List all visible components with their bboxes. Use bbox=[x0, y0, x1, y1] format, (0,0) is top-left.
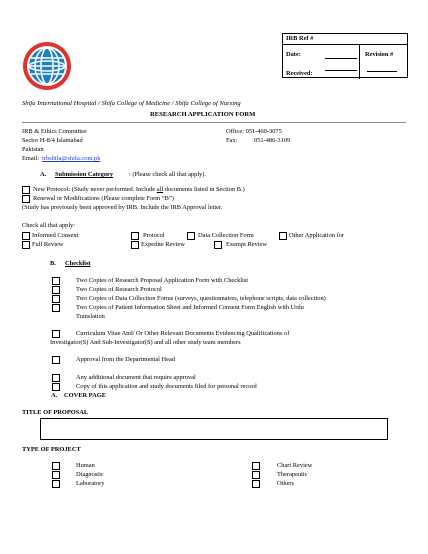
data-collection-checkbox[interactable] bbox=[187, 232, 195, 240]
checklist-item-2: Two Copies of Research Protocol bbox=[76, 286, 162, 293]
project-others-label: Others bbox=[277, 480, 295, 487]
other-application-label: Other Application for bbox=[289, 232, 345, 239]
section-b-label: B. bbox=[50, 260, 56, 267]
cover-page-title: COVER PAGE bbox=[64, 392, 106, 399]
new-protocol-checkbox[interactable] bbox=[22, 186, 30, 194]
project-chart-review-checkbox[interactable] bbox=[252, 462, 260, 470]
checklist-item-1: Two Copies of Research Proposal Application Form with Checklist bbox=[76, 277, 249, 284]
renewal-checkbox[interactable] bbox=[22, 195, 30, 203]
checklist-item-4-checkbox[interactable] bbox=[52, 304, 60, 312]
checklist-item-7-checkbox[interactable] bbox=[52, 374, 60, 382]
checklist-item-6-checkbox[interactable] bbox=[52, 356, 60, 364]
email-link[interactable]: irbshifa@shifa.com.pk bbox=[42, 155, 101, 162]
renewal-note: (Study has previously been approved by IRB. Include the IRB Approval letter. bbox=[22, 204, 223, 211]
project-human-label: Human bbox=[76, 462, 95, 469]
full-review-checkbox[interactable] bbox=[22, 241, 30, 249]
office-phone: Office: 051-460-3075 bbox=[226, 128, 282, 135]
project-diagnostic-checkbox[interactable] bbox=[52, 471, 60, 479]
project-therapeutic-checkbox[interactable] bbox=[252, 471, 260, 479]
protocol-checkbox[interactable] bbox=[131, 232, 139, 240]
checklist-item-5: Curriculum Vitae And/ Or Other Relevant Documents Evidencing Qualifications of bbox=[76, 330, 290, 337]
checklist-item-4: Two Copies of Patient Information Sheet and Informed Consent Form English with Urdu bbox=[76, 304, 304, 311]
renewal-label: Renewal or Modifications (Please complete Form “B”) bbox=[33, 195, 174, 202]
revision-field[interactable] bbox=[367, 71, 397, 72]
fax-label: Fax: bbox=[226, 137, 238, 144]
exempt-review-checkbox[interactable] bbox=[214, 241, 222, 249]
irb-reference-box bbox=[282, 33, 408, 78]
title-of-proposal-field[interactable] bbox=[40, 418, 388, 440]
checklist-item-7: Any additional document that require approval bbox=[76, 374, 196, 381]
checklist-item-5-checkbox[interactable] bbox=[52, 330, 60, 338]
project-human-checkbox[interactable] bbox=[52, 462, 60, 470]
informed-consent-label: Informed Consent bbox=[32, 232, 79, 239]
cover-page-label: A. bbox=[51, 392, 58, 399]
checklist-item-8: Copy of this application and study documents filed for personal record bbox=[76, 383, 257, 390]
received-label: Received: bbox=[286, 70, 313, 77]
checklist-item-3-checkbox[interactable] bbox=[52, 295, 60, 303]
full-review-label: Full Review bbox=[32, 241, 64, 248]
shifa-logo bbox=[22, 41, 72, 91]
checklist-item-3: Two Copies of Data Collection Forms (surveys, questionnaires, telephone scripts, data collection) bbox=[76, 295, 326, 302]
checklist-item-5-continued: Investigator(S) And Sub-Investigator(S) and all other study team members bbox=[50, 339, 241, 346]
title-of-proposal-label: TITLE OF PROPOSAL bbox=[22, 409, 89, 416]
type-of-project-label: TYPE OF PROJECT bbox=[22, 446, 81, 453]
checklist-item-4-continued: Translation bbox=[76, 313, 105, 320]
expedite-review-label: Expedite Review bbox=[141, 241, 185, 248]
expedite-review-checkbox[interactable] bbox=[131, 241, 139, 249]
project-chart-review-label: Chart Review bbox=[277, 462, 313, 469]
sector-address: Sector H-8/4 Islamabad bbox=[22, 137, 83, 144]
received-field[interactable] bbox=[325, 70, 357, 71]
irb-ref-label: IRB Ref # bbox=[286, 35, 314, 42]
exempt-review-label: Exempt Review bbox=[226, 241, 267, 248]
data-collection-label: Data Collection Form bbox=[198, 232, 254, 239]
project-others-checkbox[interactable] bbox=[252, 480, 260, 488]
checklist-item-1-checkbox[interactable] bbox=[52, 277, 60, 285]
section-a-hint: : (Please check all that apply). bbox=[129, 171, 207, 178]
checklist-item-6: Approval from the Departmental Head bbox=[76, 356, 176, 363]
project-laboratory-checkbox[interactable] bbox=[52, 480, 60, 488]
project-therapeutic-label: Therapeutic bbox=[277, 471, 308, 478]
country: Pakistan bbox=[22, 146, 44, 153]
date-field[interactable] bbox=[325, 58, 357, 59]
new-protocol-label: New Protocol: (Study never performed. Include all documents listed in Section B.) bbox=[33, 186, 245, 193]
institutions-line: Shifa International Hospital / Shifa College of Medicine / Shifa College of Nursing bbox=[22, 100, 241, 107]
project-diagnostic-label: Diagnostic bbox=[76, 471, 104, 478]
email-label: Email: bbox=[22, 155, 40, 162]
form-title: RESEARCH APPLICATION FORM bbox=[150, 111, 256, 118]
protocol-label: Protocol bbox=[143, 232, 165, 239]
date-label: Date: bbox=[286, 51, 301, 58]
fax-number: 051-486-3109 bbox=[254, 137, 291, 144]
checklist-item-8-checkbox[interactable] bbox=[52, 383, 60, 391]
committee-name: IRB & Ethics Committee bbox=[22, 128, 87, 135]
header-divider bbox=[22, 122, 406, 123]
check-all-label: Check all that apply: bbox=[22, 222, 76, 229]
section-a-title: Submission Category bbox=[55, 171, 114, 178]
other-application-checkbox[interactable] bbox=[279, 232, 287, 240]
section-a-label: A. bbox=[40, 171, 47, 178]
revision-label: Revision # bbox=[365, 51, 394, 58]
checklist-item-2-checkbox[interactable] bbox=[52, 286, 60, 294]
informed-consent-checkbox[interactable] bbox=[22, 232, 30, 240]
section-b-title: Checklist bbox=[65, 260, 91, 267]
project-laboratory-label: Laboratory bbox=[76, 480, 105, 487]
